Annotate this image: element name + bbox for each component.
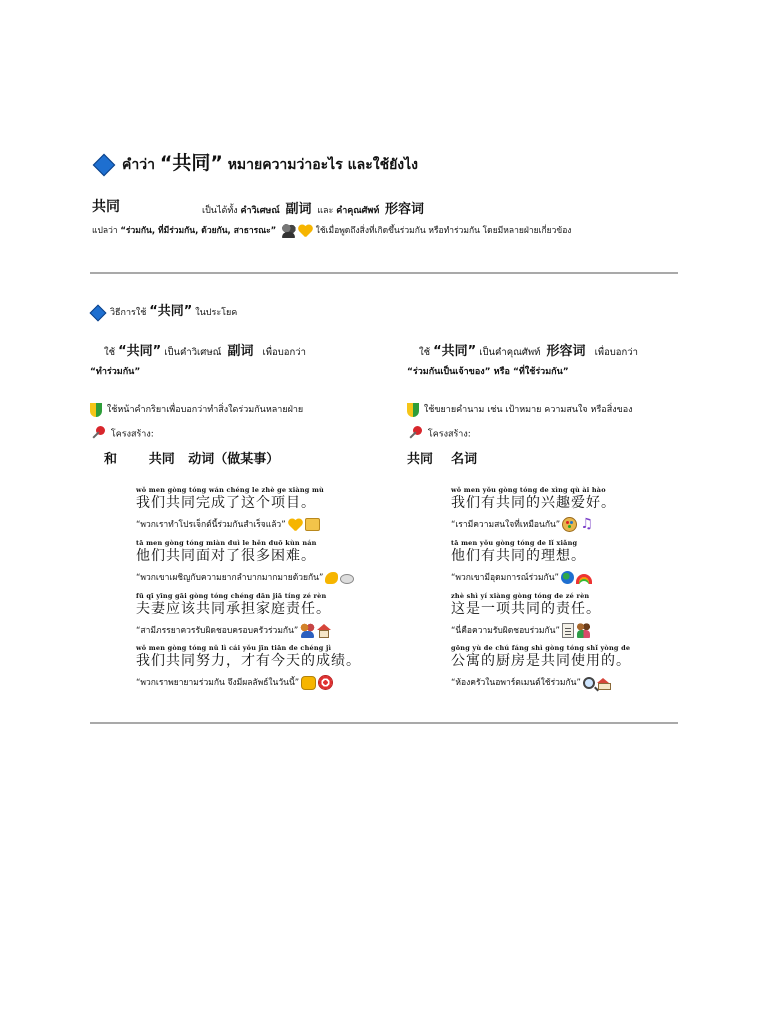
usage-section-word: “共同” <box>149 304 193 319</box>
pos-and: และ <box>317 206 334 216</box>
usage-note-text: ใช้หน้าคำกริยาเพื่อบอกว่าทำสิ่งใดร่วมกันหลายฝ่าย <box>106 405 304 415</box>
usage-note <box>407 402 633 417</box>
title-word: “共同” <box>159 152 223 174</box>
usage-as: เป็นคำคุณศัพท์ <box>479 347 541 358</box>
example-translation <box>451 675 631 691</box>
usage-word: “共同” <box>118 344 162 359</box>
globe-icon <box>561 571 574 584</box>
meaning-note: ใช้เมื่อพูดถึงสิ่งที่เกิดขึ้นร่วมกัน หรือทำร่วมกัน โดยมีหลายฝ่ายเกี่ยวข้อง <box>315 226 572 236</box>
folder-icon <box>305 518 320 531</box>
pushpin-icon <box>90 426 106 442</box>
example-pinyin: tā men gòng tóng miàn duì le hěn duō kùn nán <box>136 539 317 547</box>
target-icon <box>318 675 333 690</box>
structure-pattern <box>407 448 477 467</box>
usage-note <box>90 402 303 417</box>
handshake-icon <box>301 676 316 690</box>
example-translation <box>451 623 601 639</box>
structure-label-row <box>90 426 154 442</box>
couple-icon <box>576 623 591 638</box>
search-icon <box>583 677 595 689</box>
pos-intro: เป็นได้ทั้ง <box>202 206 238 216</box>
pos-adj-cn: 形容词 <box>385 202 425 217</box>
example-translation <box>136 517 324 533</box>
example-pinyin: gōng yù de chú fáng shì gòng tóng shǐ yòng de <box>451 644 631 652</box>
example-sentence <box>451 539 592 586</box>
example-pinyin: wǒ men yǒu gòng tóng de xìng qù ài hào <box>451 486 606 494</box>
meaning-prefix: แปลว่า <box>92 226 118 236</box>
example-pinyin: tā men yǒu gòng tóng de lǐ xiǎng <box>451 539 578 547</box>
example-sentence <box>136 539 354 586</box>
example-thai: “เรามีความสนใจที่เหมือนกัน” <box>451 520 561 530</box>
page-title <box>96 148 418 176</box>
usage-word: “共同” <box>433 344 477 359</box>
heart-icon <box>288 517 303 532</box>
structure-part: 名词 <box>451 452 478 467</box>
example-sentence <box>136 486 324 533</box>
example-thai: “ห้องครัวในอพาร์ตเมนต์ใช้ร่วมกัน” <box>451 678 581 688</box>
example-sentence <box>451 486 616 533</box>
example-sentence <box>451 644 631 691</box>
structure-part: 共同 <box>148 452 175 467</box>
structure-label: โครงสร้าง: <box>427 429 471 440</box>
house-icon <box>317 624 331 638</box>
structure-pattern <box>104 448 279 467</box>
example-translation <box>451 570 592 586</box>
example-thai: “พวกเราทำโปรเจ็กต์นี้ร่วมกันสำเร็จแล้ว” <box>136 520 286 530</box>
pos-adverb-th: คำวิเศษณ์ <box>240 206 280 216</box>
beginner-badge-icon <box>407 403 419 417</box>
music-icon: ♫ <box>580 516 593 532</box>
usage-use: ใช้ <box>104 347 116 358</box>
divider-bottom <box>90 722 678 724</box>
pos-description <box>202 198 424 217</box>
usage-purpose: เพื่อบอกว่า <box>594 347 638 358</box>
cloud-icon <box>340 574 354 584</box>
example-chinese: 公寓的厨房是共同使用的。 <box>451 653 631 669</box>
example-thai: “สามีภรรยาควรรับผิดชอบครอบครัวร่วมกัน” <box>136 626 299 636</box>
usage-use: ใช้ <box>419 347 431 358</box>
example-chinese: 我们共同完成了这个项目。 <box>136 495 316 511</box>
blue-diamond-icon <box>93 154 116 177</box>
usage-section-heading <box>92 300 237 319</box>
example-chinese: 他们有共同的理想。 <box>451 548 586 564</box>
houses-icon <box>597 676 612 690</box>
structure-label: โครงสร้าง: <box>110 429 154 440</box>
example-translation <box>451 517 616 533</box>
palette-icon <box>562 517 577 532</box>
usage-pos-cn: 形容词 <box>546 344 586 359</box>
example-thai: “พวกเราพยายามร่วมกัน จึงมีผลลัพธ์ในวันนี้” <box>136 678 300 688</box>
example-chinese: 我们共同努力，才有今天的成绩。 <box>136 653 361 669</box>
pos-adj-th: คำคุณศัพท์ <box>336 206 380 216</box>
structure-part: 动词（做某事） <box>188 452 280 467</box>
example-sentence <box>136 592 331 639</box>
usage-purpose: เพื่อบอกว่า <box>262 347 306 358</box>
example-chinese: 这是一项共同的责任。 <box>451 601 601 617</box>
usage-section-suffix: ในประโยค <box>195 308 238 318</box>
usage-note-text: ใช้ขยายคำนาม เช่น เป้าหมาย ความสนใจ หรือสิ่งของ <box>423 405 633 415</box>
example-pinyin: zhè shì yí xiàng gòng tóng de zé rèn <box>451 592 590 600</box>
example-translation <box>136 570 354 586</box>
title-prefix: คำว่า <box>122 157 155 173</box>
clipboard-icon <box>562 623 574 638</box>
pushpin-icon <box>407 426 423 442</box>
people-icon <box>281 223 296 238</box>
headword: 共同 <box>92 199 120 215</box>
rainbow-icon <box>576 574 592 584</box>
usage-as: เป็นคำวิเศษณ์ <box>164 347 222 358</box>
example-chinese: 他们共同面对了很多困难。 <box>136 548 316 564</box>
pos-row <box>92 196 652 218</box>
usage-line <box>419 340 638 360</box>
example-pinyin: wǒ men gòng tóng wán chéng le zhè ge xiàng mù <box>136 486 324 494</box>
usage-line <box>104 340 306 360</box>
example-chinese: 我们有共同的兴趣爱好。 <box>451 495 616 511</box>
pos-adverb-cn: 副词 <box>285 202 312 217</box>
example-translation <box>136 623 331 639</box>
usage-pos-cn: 副词 <box>227 344 254 359</box>
usage-section-prefix: วิธีการใช้ <box>110 308 147 318</box>
beginner-badge-icon <box>90 403 102 417</box>
example-translation <box>136 675 361 691</box>
sub-meaning: “ร่วมกันเป็นเจ้าของ” หรือ “ที่ใช้ร่วมกัน” <box>407 367 569 377</box>
divider-top <box>90 272 678 274</box>
example-pinyin: wǒ men gòng tóng nǔ lì cái yǒu jīn tiān de chéng jì <box>136 644 332 652</box>
example-sentence <box>451 592 601 639</box>
structure-part: 和 <box>104 452 118 467</box>
title-suffix: หมายความว่าอะไร และใช้ยังไง <box>227 157 418 173</box>
heart-icon <box>298 223 313 238</box>
blue-diamond-icon <box>90 304 107 321</box>
example-thai: “พวกเขาเผชิญกับความยากลำบากมากมายด้วยกัน” <box>136 573 324 583</box>
muscle-icon <box>325 572 338 584</box>
example-pinyin: fū qī yīng gāi gòng tóng chéng dān jiā tíng zé rèn <box>136 592 327 600</box>
sub-meaning: “ทำร่วมกัน” <box>90 367 141 377</box>
meaning-line <box>92 223 571 238</box>
meaning-quote: “ร่วมกัน, ที่มีร่วมกัน, ด้วยกัน, สาธารณะ” <box>120 226 277 236</box>
structure-label-row <box>407 426 471 442</box>
structure-part: 共同 <box>407 452 434 467</box>
example-thai: “พวกเขามีอุดมการณ์ร่วมกัน” <box>451 573 559 583</box>
family-icon <box>300 623 315 638</box>
example-sentence <box>136 644 361 691</box>
example-chinese: 夫妻应该共同承担家庭责任。 <box>136 601 331 617</box>
example-thai: “นี่คือความรับผิดชอบร่วมกัน” <box>451 626 560 636</box>
